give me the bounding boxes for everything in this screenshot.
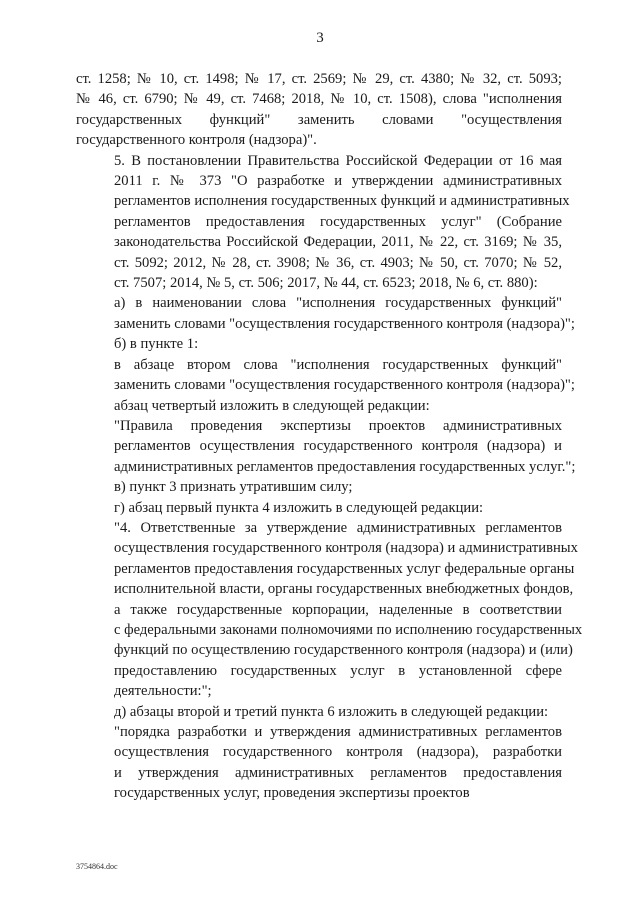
text-line: регламентов предоставления государственных услуг федеральные органы [114,560,575,577]
file-name-footer: 3754864.doc [76,862,118,871]
text-line: ст. 7507; 2014, № 5, ст. 506; 2017, № 44, ст. 6523; 2018, № 6, ст. 880): [114,275,538,292]
text-line: а) в наименовании слова "исполнения государственных функций" [114,295,562,312]
paragraph [76,702,562,722]
paragraph [76,477,562,497]
text-line: регламентов осуществления государственного контроля (надзора) и [114,438,562,455]
text-line: "Правила проведения экспертизы проектов административных [114,417,562,434]
document-body [76,69,583,804]
text-line: регламентов исполнения государственных функций и административных [114,193,570,210]
text-line: с федеральными законами полномочиями по исполнению государственных [114,621,583,638]
text-line: "4. Ответственные за утверждение административных регламентов [114,519,562,536]
text-line: государственных услуг, проведения экспертизы проектов [114,785,470,802]
text-line: функций по осуществлению государственного контроля (надзора) и (или) [114,642,573,659]
paragraph [76,69,562,151]
text-line: осуществления государственного контроля (надзора), разработки [114,744,562,761]
text-line: регламентов предоставления государственных услуг" (Собрание [114,213,562,230]
text-line: административных регламентов предоставления государственных услуг."; [114,458,576,475]
text-line: "порядка разработки и утверждения административных регламентов [114,724,562,740]
paragraph [76,518,583,702]
text-line: б) в пункте 1: [114,336,199,353]
text-line: исполнительной власти, органы государственных внебюджетных фондов, [114,581,574,598]
paragraph [76,355,575,396]
text-line: законодательства Российской Федерации, 2011, № 22, ст. 3169; № 35, [114,234,562,251]
text-line: в) пункт 3 признать утратившим силу; [114,479,353,496]
text-line: 2011 г. № 373 "О разработке и утверждении административных [114,173,562,190]
paragraph [76,498,562,518]
text-line: заменить словами "осуществления государственного контроля (надзора)"; [114,377,575,394]
text-line: 5. В постановлении Правительства Российской Федерации от 16 мая [114,152,562,169]
text-line: предоставлению государственных услуг в установленной сфере [114,662,562,679]
text-line: государственного контроля (надзора)". [76,132,317,149]
text-line: деятельности:"; [114,683,212,700]
paragraph [76,722,562,804]
text-line: г) абзац первый пункта 4 изложить в следующей редакции: [114,499,484,516]
text-line: в абзаце втором слова "исполнения государственных функций" [114,356,562,373]
text-line: ст. 1258; № 10, ст. 1498; № 17, ст. 2569; № 29, ст. 4380; № 32, ст. 5093; [76,71,562,87]
paragraph [76,293,575,334]
text-line: осуществления государственного контроля (надзора) и административных [114,540,578,557]
paragraph [76,396,562,416]
text-line: ст. 5092; 2012, № 28, ст. 3908; № 36, ст. 4903; № 50, ст. 7070; № 52, [114,254,562,271]
text-line: № 46, ст. 6790; № 49, ст. 7468; 2018, № 10, ст. 1508), слова "исполнения [76,91,562,108]
text-line: д) абзацы второй и третий пункта 6 изложить в следующей редакции: [114,703,549,720]
text-line: абзац четвертый изложить в следующей редакции: [114,397,430,414]
text-line: и утверждения административных регламентов предоставления [114,764,562,781]
paragraph [76,416,576,477]
paragraph [76,334,562,354]
page-number: 3 [316,30,324,46]
text-line: государственных функций" заменить словами "осуществления [76,111,562,128]
paragraph [76,151,570,294]
text-line: а также государственные корпорации, наделенные в соответствии [114,601,562,618]
text-line: заменить словами "осуществления государственного контроля (надзора)"; [114,315,575,332]
